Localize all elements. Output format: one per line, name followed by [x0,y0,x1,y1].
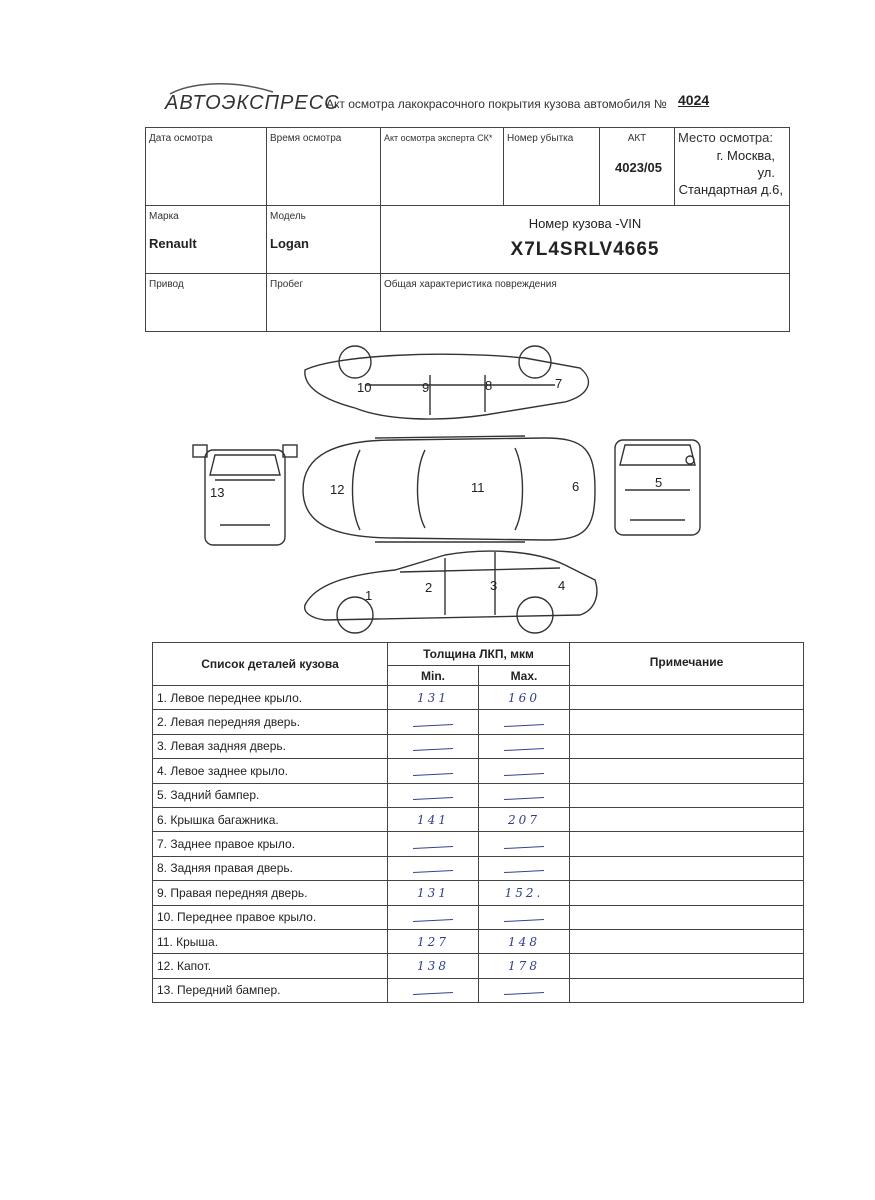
diagram-label: 6 [572,479,580,494]
note-cell [570,807,804,831]
thickness-min-value [388,905,479,929]
damage-cell [381,274,790,332]
note-cell [570,856,804,880]
thickness-min-value [388,759,479,783]
car-left-side-view [305,551,597,633]
part-name: 5. Задний бампер. [153,783,388,807]
part-name: 2. Левая передняя дверь. [153,710,388,734]
diagram-label: 2 [425,580,433,595]
empty-dash [413,748,453,751]
note-cell [570,978,804,1002]
part-name: 7. Заднее правое крыло. [153,832,388,856]
diagram-label: 8 [485,378,493,393]
empty-dash [504,797,544,800]
empty-dash [413,919,453,922]
car-right-side-view [305,346,589,419]
empty-dash [413,870,453,873]
vin-label: Номер кузова -VIN [528,216,642,231]
place-city: г. Москва, [716,148,775,163]
thickness-max-value [479,978,570,1002]
part-name: 6. Крышка багажника. [153,807,388,831]
empty-dash [504,992,544,995]
inspection-time-label: Время осмотра [270,133,342,144]
note-cell [570,905,804,929]
note-column-header: Примечание [570,643,804,686]
diagram-label: 7 [555,376,563,391]
damage-label: Общая характеристика повреждения [384,279,557,290]
part-name: 1. Левое переднее крыло. [153,686,388,710]
thickness-max-value [479,734,570,758]
diagram-label: 12 [330,482,345,497]
inspection-date-label: Дата осмотра [149,133,213,144]
empty-dash [413,773,453,776]
model-label: Модель [270,211,306,222]
thickness-max-value [479,832,570,856]
diagram-label: 9 [422,380,430,395]
parts-table [152,642,804,1003]
thickness-column-header: Толщина ЛКП, мкм [388,643,570,666]
note-cell [570,734,804,758]
thickness-max-value: 160 [479,686,570,710]
inspection-date-cell [146,128,267,206]
car-top-view [303,436,595,542]
thickness-max-value [479,856,570,880]
vin-value: X7L4SRLV4665 [510,239,660,260]
place-address: Стандартная д.6, [678,182,783,197]
document-title: Акт осмотра лакокрасочного покрытия кузова автомобиля № [326,97,667,111]
thickness-min-value [388,783,479,807]
drive-label: Привод [149,279,184,290]
part-name: 3. Левая задняя дверь. [153,734,388,758]
note-cell [570,832,804,856]
empty-dash [504,870,544,873]
model-cell [267,206,381,274]
part-name: 4. Левое заднее крыло. [153,759,388,783]
place-cell [675,128,790,206]
thickness-min-value [388,832,479,856]
diagram-label: 3 [490,578,498,593]
table-row [153,759,804,783]
thickness-min-value: 141 [388,807,479,831]
part-name: 9. Правая передняя дверь. [153,881,388,905]
act-value: 4023/05 [615,160,662,175]
company-logo: АВТОЭКСПРЕСС [165,92,340,114]
thickness-min-value [388,978,479,1002]
thickness-min-value: 131 [388,881,479,905]
model-value: Logan [270,236,309,251]
thickness-min-value: 131 [388,686,479,710]
info-table [145,127,790,332]
empty-dash [504,773,544,776]
loss-number-cell [504,128,600,206]
note-cell [570,759,804,783]
table-row [153,954,804,978]
expert-act-label: Акт осмотра эксперта СК* [384,133,493,143]
mileage-label: Пробег [270,279,304,290]
thickness-max-value: 207 [479,807,570,831]
table-row [153,710,804,734]
diagram-label: 4 [558,578,566,593]
note-cell [570,881,804,905]
place-street: ул. [757,165,775,180]
thickness-min-value [388,734,479,758]
table-row [153,686,804,710]
loss-number-label: Номер убытка [507,133,574,144]
empty-dash [504,748,544,751]
part-name: 10. Переднее правое крыло. [153,905,388,929]
note-cell [570,929,804,953]
part-name: 13. Передний бампер. [153,978,388,1002]
thickness-min-value [388,710,479,734]
inspection-time-cell [267,128,381,206]
part-name: 8. Задняя правая дверь. [153,856,388,880]
table-row [153,734,804,758]
note-cell [570,783,804,807]
drive-cell [146,274,267,332]
thickness-max-value [479,905,570,929]
vin-cell [381,206,790,274]
table-row [153,856,804,880]
table-row [153,929,804,953]
diagram-label: 1 [365,588,373,603]
empty-dash [504,846,544,849]
empty-dash [504,919,544,922]
thickness-max-value [479,783,570,807]
document-number: 4024 [678,92,710,108]
make-cell [146,206,267,274]
car-front-view [193,445,297,545]
act-cell [600,128,675,206]
note-cell [570,686,804,710]
empty-dash [413,992,453,995]
table-row [153,978,804,1002]
min-column-header: Min. [388,666,479,686]
table-row [153,783,804,807]
diagram-label: 13 [210,485,225,500]
table-row [153,881,804,905]
max-column-header: Max. [479,666,570,686]
table-row [153,905,804,929]
thickness-max-value: 152. [479,881,570,905]
thickness-max-value: 148 [479,929,570,953]
table-row [153,832,804,856]
note-cell [570,710,804,734]
note-cell [570,954,804,978]
empty-dash [504,724,544,727]
thickness-max-value [479,759,570,783]
diagram-label: 5 [655,475,663,490]
parts-column-header: Список деталей кузова [153,643,388,686]
empty-dash [413,724,453,727]
place-label: Место осмотра: [678,130,773,145]
diagram-label: 10 [357,380,372,395]
empty-dash [413,846,453,849]
expert-act-cell [381,128,504,206]
car-body-diagram [185,340,715,640]
thickness-min-value: 127 [388,929,479,953]
thickness-min-value [388,856,479,880]
make-value: Renault [149,236,197,251]
empty-dash [413,797,453,800]
diagram-label: 11 [471,480,485,495]
act-label: АКТ [627,133,647,144]
thickness-min-value: 138 [388,954,479,978]
thickness-max-value: 178 [479,954,570,978]
thickness-max-value [479,710,570,734]
part-name: 12. Капот. [153,954,388,978]
make-label: Марка [149,211,179,222]
table-row [153,807,804,831]
mileage-cell [267,274,381,332]
part-name: 11. Крыша. [153,929,388,953]
